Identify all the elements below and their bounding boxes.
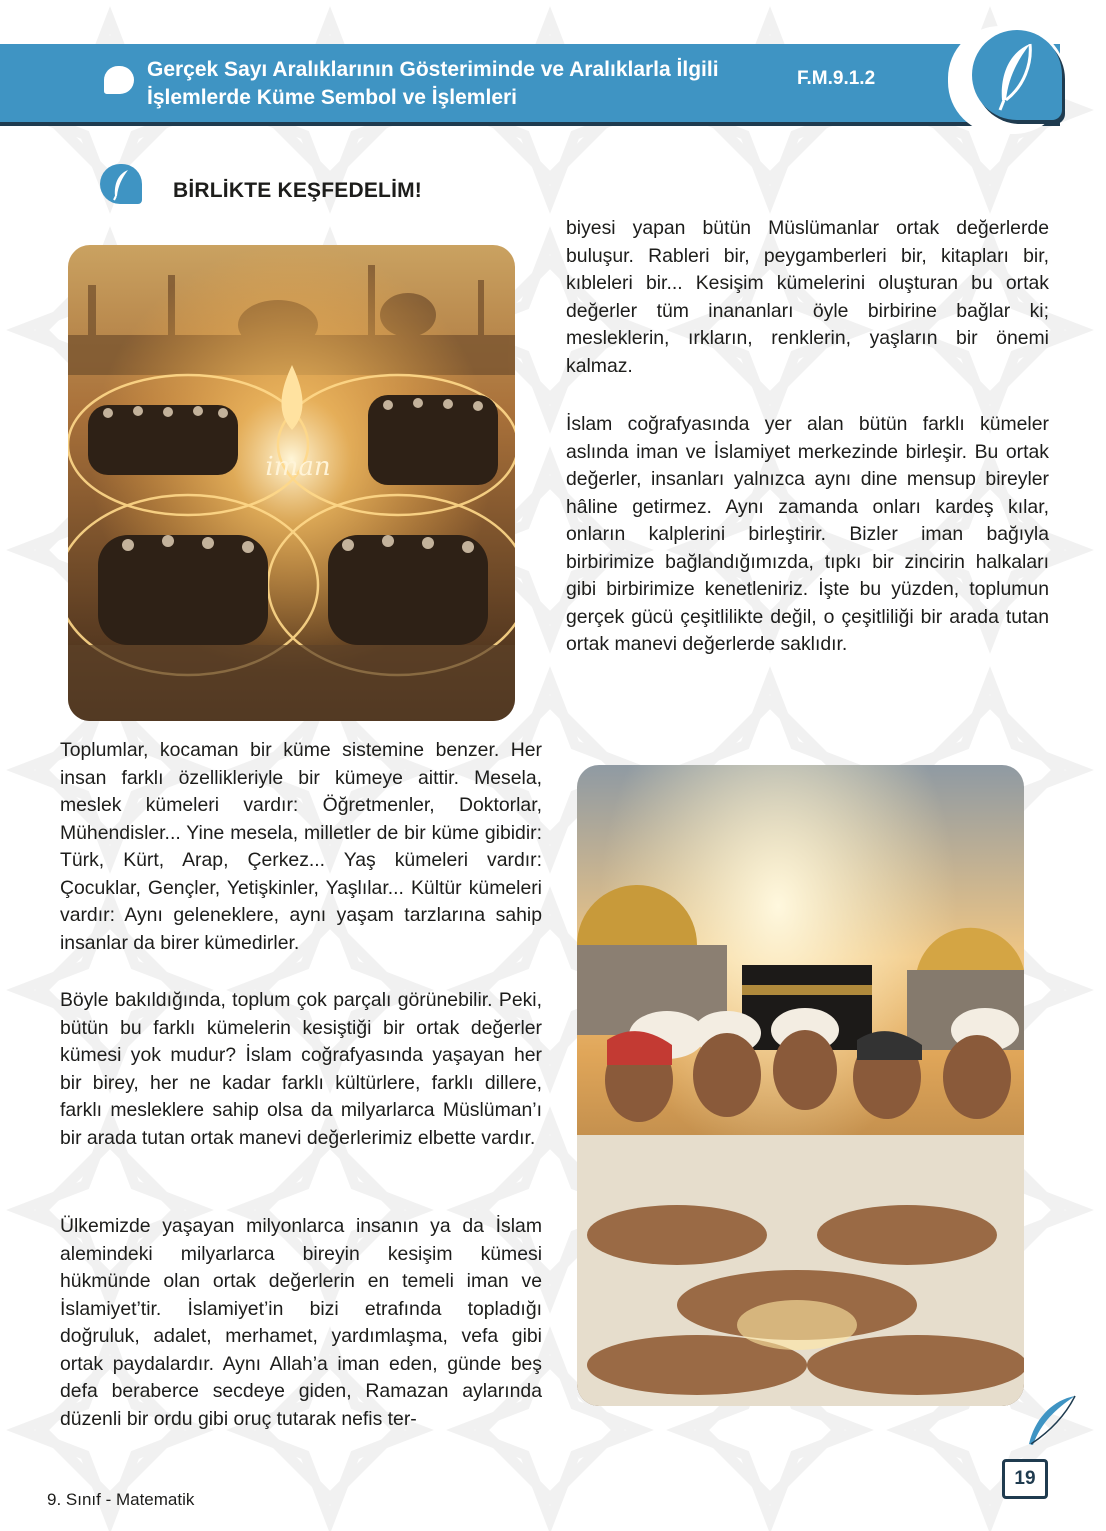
header-title-line2: İşlemlerde Küme Sembol ve İşlemleri: [147, 86, 518, 109]
speech-bubble-icon: [104, 66, 134, 94]
illustration-brotherhood: [577, 765, 1024, 1406]
iman-label: iman: [265, 452, 331, 482]
outcome-code: F.M.9.1.2: [797, 68, 876, 89]
header-title: [147, 56, 787, 112]
header-title-line1: Gerçek Sayı Aralıklarının Gösteriminde ve Aralıklarla İlgili: [147, 58, 719, 81]
paragraph-2: Böyle bakıldığında, toplum çok parçalı görünebilir. Peki, bütün bu farklı kümelerin kesiştiği bir ortak değerler kümesi yok mudur? İslam coğrafyasında yaşayan her bir birey, her ne kadar farklı kültürlere, farklı dillere, farklı mesleklere sahip olsa da milyarlarca Müslüman’ı bir arada tutan ortak manevi değerlerimiz elbette vardır.: [60, 989, 542, 1149]
header-badge: [972, 30, 1062, 120]
section-title: BİRLİKTE KEŞFEDELİM!: [173, 179, 422, 202]
paragraph-5: İslam coğrafyasında yer alan bütün farklı kümeler aslında iman ve İslamiyet merkezinde birleşir. Bu ortak değerler, insanları yalnızca aynı dine mensup bireyler hâline getirmez. Aynı zamanda onları kardeş kılar, onların kalplerini birleştirir. Bizler iman bağıyla birbirimize bağlandığımızda, tıpkı bir zincirin halkaları gibi birbirimize kenetleniriz. İşte bu yüzden, toplumun gerçek gücü çeşitlilikte değil, o çeşitliliği bir arada tutan ortak manevi değerlerde saklıdır.: [566, 413, 1049, 655]
paragraph-3: Ülkemizde yaşayan milyonlarca insanın ya da İslam alemindeki milyarlarca bireyin kesişim kümesi hükmünde olan ortak değerlerin en temeli iman ve İslamiyet’tir. İslamiyet’in bizi etrafında topladığı doğruluk, adalet, merhamet, yardımlaşma, vefa gibi ortak paydalardır. Aynı Allah’a iman eden, günde beş defa beraberce secdeye giden, Ramazan aylarında düzenli bir ordu gibi oruç tutarak nefis ter-: [60, 1215, 542, 1430]
page-number: 19: [1002, 1459, 1048, 1499]
paragraph-1: Toplumlar, kocaman bir küme sistemine benzer. Her insan farklı özellikleriyle bir kümeye aittir. Mesela, meslek kümeleri vardır: Öğretmenler, Doktorlar, Mühendisler... Yine mesela, milletler de bir küme gibidir: Türk, Kürt, Arap, Çerkez... Yaş kümeleri vardır: Çocuklar, Gençler, Yetişkinler, Yaşlılar... Kültür kümeleri vardır: Aynı geleneklere, aynı yaşam tarzlarına sahip insanlar da birer kümedirler.: [60, 739, 542, 954]
paragraph-4: biyesi yapan bütün Müslümanlar ortak değerlerde buluşur. Rableri bir, peygamberleri bir, kitapları bir, kıbleleri bir... Kesişim kümelerini oluşturan bu ortak değerler tüm inananları öyle birbirine bağlar ki; mesleklerin, ırkların, renklerin, yaşların bir önemi kalmaz.: [566, 217, 1049, 377]
footer-course: 9. Sınıf - Matematik: [47, 1490, 195, 1509]
section-icon: [100, 164, 142, 204]
feather-icon: [100, 164, 142, 204]
illustration-iman-sets: [68, 245, 515, 721]
quill-ink-icon: [1005, 1392, 1080, 1462]
feather-icon: [972, 30, 1062, 120]
